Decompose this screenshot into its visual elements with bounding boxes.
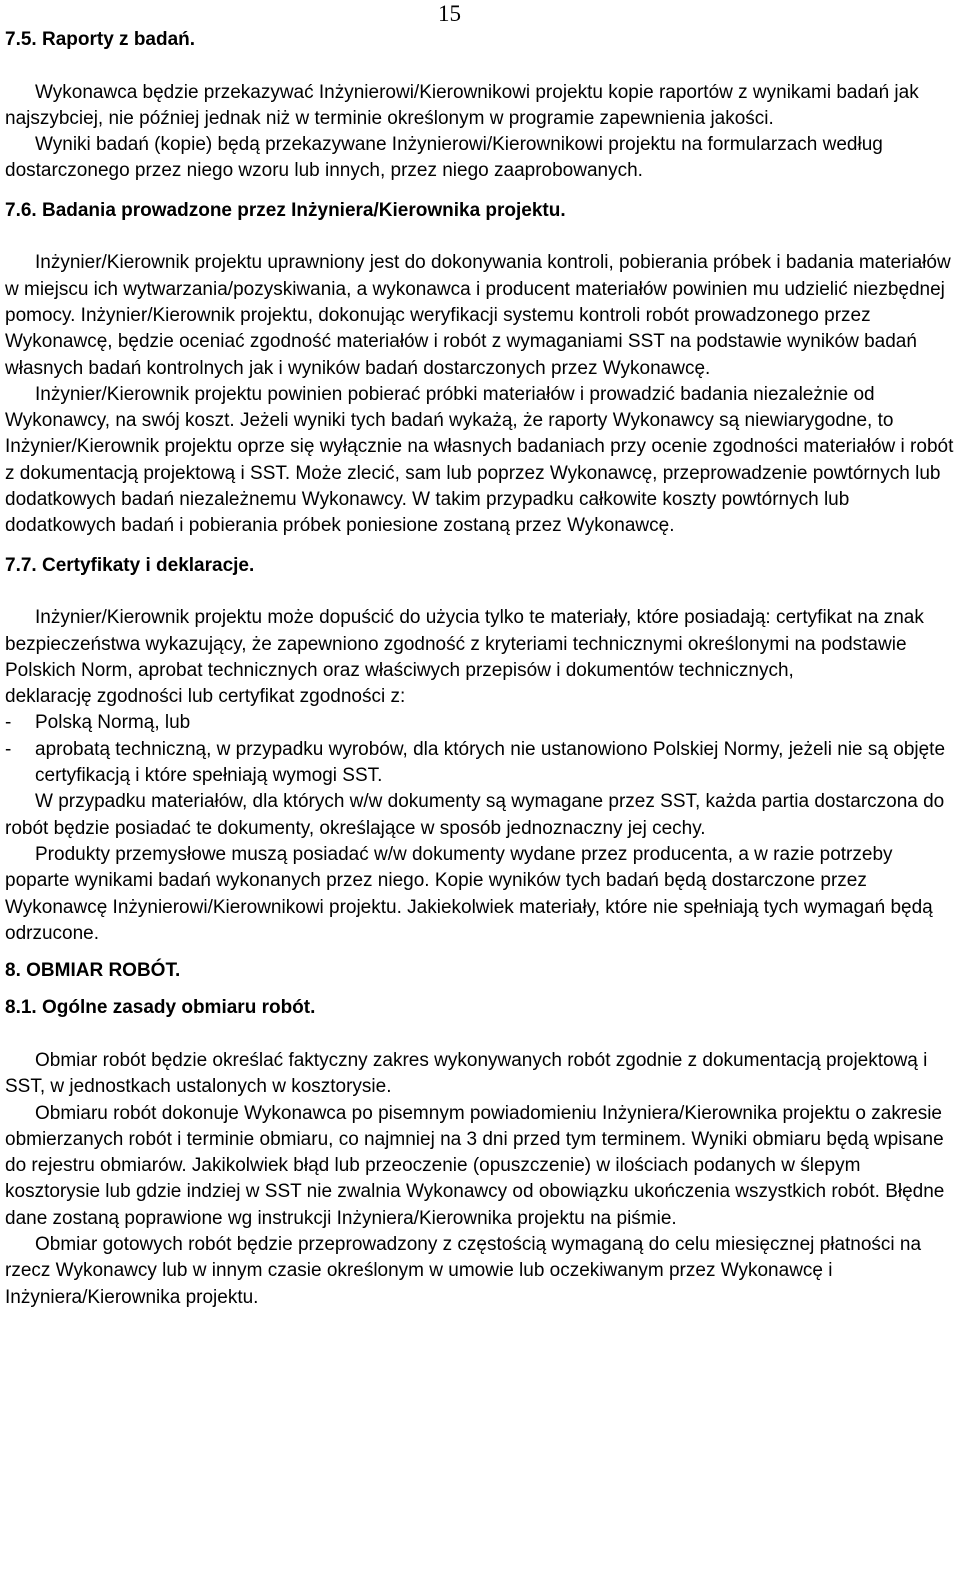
page-number: 15	[438, 1, 461, 26]
paragraph: Wykonawca będzie przekazywać Inżynierowi/Kierownikowi projektu kopie raportów z wynikami badań jak najszybciej, nie później jednak niż w terminie określonym w programie zapewnienia jakości.	[5, 81, 919, 129]
section-heading: 7.5. Raporty z badań.	[5, 29, 196, 50]
paragraph: deklarację zgodności lub certyfikat zgodności z:	[5, 686, 406, 708]
section-heading: 8.1. Ogólne zasady obmiaru robót.	[5, 997, 316, 1019]
paragraph: Obmiaru robót dokonuje Wykonawca po pisemnym powiadomieniu Inżyniera/Kierownika projektu o zakresie obmierzanych robót i terminie obmiaru, co najmniej na 3 dni przed tym terminem. Wyniki obmiaru będą wpisane do rejestru obmiarów. Jakikolwiek błąd lub przeoczenie (opuszczenie) w ilościach podanych w ślepym kosztorysie lub gdzie indziej w SST nie zwalnia Wykonawcy od obowiązku ukończenia wszystkich robót. Błędne dane zostaną poprawione wg instrukcji Inżyniera/Kierownika projektu na piśmie.	[5, 1102, 945, 1229]
chapter-heading: 8. OBMIAR ROBÓT.	[5, 960, 181, 982]
spacer	[5, 53, 957, 79]
list-item	[5, 737, 957, 790]
list-dash: -	[5, 712, 12, 734]
list-item-text: Polską Normą, lub	[35, 712, 191, 734]
list-item-text: aprobatą techniczną, w przypadku wyrobów, dla których nie ustanowiono Polskiej Normy, jeżeli nie są objęte certyfikacją i które spełniają wymogi SST.	[35, 738, 946, 787]
spacer	[5, 224, 957, 250]
section-7-5	[5, 27, 957, 185]
section-8-1	[5, 995, 957, 1311]
spacer	[5, 984, 957, 995]
list-item	[5, 710, 957, 736]
paragraph: Inżynier/Kierownik projektu może dopuścić do użycia tylko te materiały, które posiadają: certyfikat na znak bezpieczeństwa wykazujący, że zapewniono zgodność z kryteriami technicznymi określonymi na podstawie Polskich Norm, aprobat technicznych oraz właściwych przepisów i dokumentów technicznych,	[5, 607, 924, 681]
paragraph: Obmiar robót będzie określać faktyczny zakres wykonywanych robót zgodnie z dokumentacją projektową i SST, w jednostkach ustalonych w kosztorysie.	[5, 1049, 928, 1098]
section-7-7	[5, 553, 957, 947]
requirements-list	[5, 710, 957, 789]
paragraph: Inżynier/Kierownik projektu powinien pobierać próbki materiałów i prowadzić badania niezależnie od Wykonawcy, na swój koszt. Jeżeli wyniki tych badań wykażą, że raporty Wykonawcy są niewiarygodne, to Inżynier/Kierownik projektu oprze się wyłącznie na własnych badaniach przy ocenie zgodności materiałów i robót z dokumentacją projektową i SST. Może zlecić, sam lub poprzez Wykonawcę, przeprowadzenie powtórnych lub dodatkowych badań niezależnemu Wykonawcy. W takim przypadku całkowite koszty powtórnych lub dodatkowych badań i pobierania próbek poniesione zostaną przez Wykonawcę.	[5, 383, 954, 537]
paragraph: W przypadku materiałów, dla których w/w dokumenty są wymagane przez SST, każda partia dostarczona do robót będzie posiadać te dokumenty, określające w sposób jednoznaczny jej cechy.	[5, 791, 945, 839]
section-7-6	[5, 198, 957, 540]
paragraph: Produkty przemysłowe muszą posiadać w/w dokumenty wydane przez producenta, a w razie potrzeby poparte wynikami badań wykonanych przez niego. Kopie wyników tych badań będą dostarczone przez Wykonawcę Inżynierowi/Kierownikowi projektu. Jakiekolwiek materiały, które nie spełniają tych wymagań będą odrzucone.	[5, 843, 933, 944]
document-body	[5, 27, 957, 1311]
section-heading: 7.7. Certyfikaty i deklaracje.	[5, 554, 255, 576]
section-8	[5, 958, 957, 984]
spacer	[5, 185, 957, 198]
list-dash: -	[5, 738, 12, 760]
paragraph: Inżynier/Kierownik projektu uprawniony jest do dokonywania kontroli, pobierania próbek i badania materiałów w miejscu ich wytwarzania/pozyskiwania, a wykonawca i producent materiałów powinien mu udzielić niezbędnej pomocy. Inżynier/Kierownik projektu, dokonując weryfikacji systemu kontroli robót prowadzonego przez Wykonawcę, będzie oceniać zgodność materiałów i robót z wymaganiami SST na podstawie wyników badań własnych badań kontrolnych jak i wyników badań dostarczonych przez Wykonawcę.	[5, 252, 951, 379]
paragraph: Wyniki badań (kopie) będą przekazywane Inżynierowi/Kierownikowi projektu na formularzach według dostarczonego przez niego wzoru lub innych, przez niego zaaprobowanych.	[5, 134, 883, 182]
spacer	[5, 947, 957, 958]
section-heading: 7.6. Badania prowadzone przez Inżyniera/Kierownika projektu.	[5, 199, 566, 221]
spacer	[5, 579, 957, 605]
spacer	[5, 1022, 957, 1048]
paragraph: Obmiar gotowych robót będzie przeprowadzony z częstością wymaganą do celu miesięcznej płatności na rzecz Wykonawcy lub w innym czasie określonym w umowie lub oczekiwanym przez Wykonawcę i Inżyniera/Kierownika projektu.	[5, 1234, 922, 1308]
spacer	[5, 540, 957, 553]
